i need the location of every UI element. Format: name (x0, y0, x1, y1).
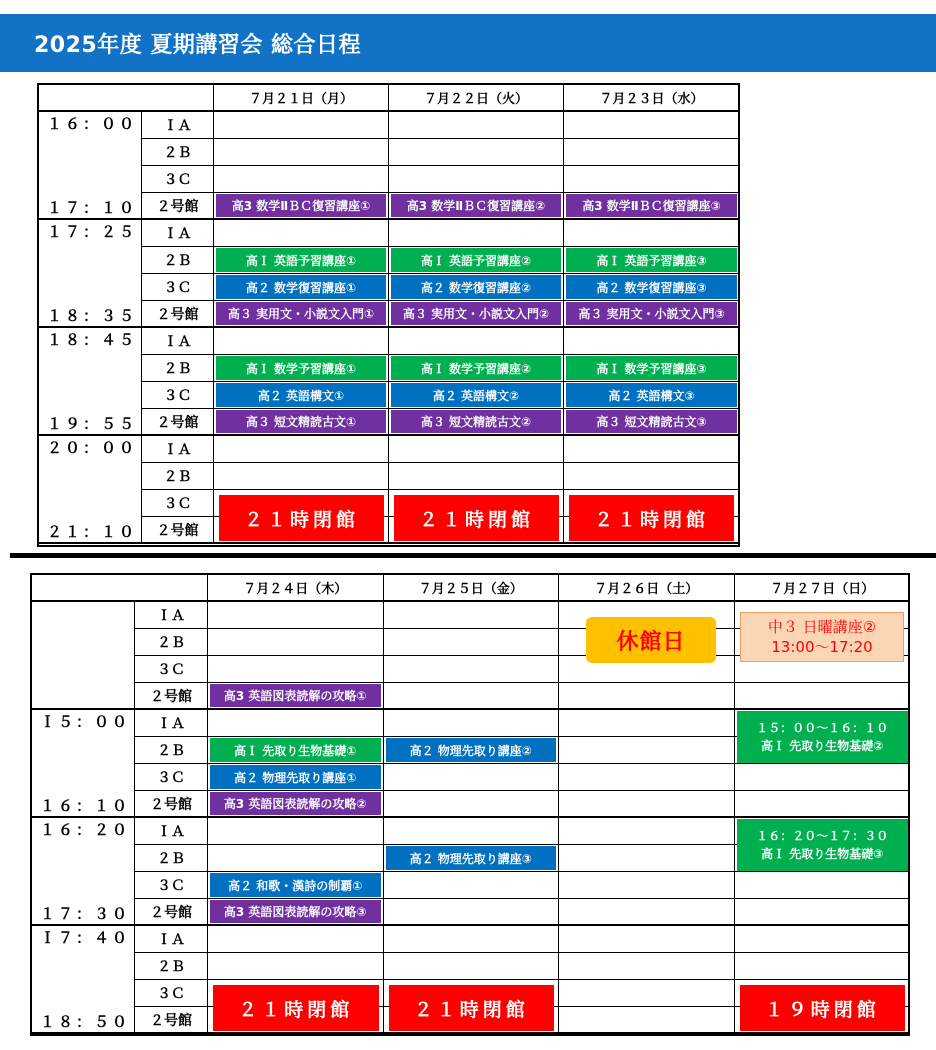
start-time: Ｉ７：４０ (40, 929, 131, 947)
room-label: ２Ｂ (135, 737, 208, 764)
event-time: １６：２０～１７：３０ (756, 829, 889, 843)
room-label: ２Ｂ (135, 953, 208, 980)
schedule-cell (389, 328, 564, 355)
start-time: Ｉ５：００ (40, 713, 131, 731)
time-block (39, 328, 142, 436)
time-block (32, 926, 135, 1034)
start-time: １６：２０ (40, 821, 131, 839)
schedule-cell (564, 139, 739, 166)
room-label: ＩＡ (142, 112, 214, 139)
schedule-cell (564, 193, 739, 220)
room-label: ２号館 (135, 791, 208, 818)
schedule-cell (208, 683, 384, 710)
course-event: 高３ 実用文・小説文入門③ (566, 302, 737, 325)
sunday-bio-event (737, 819, 909, 871)
day-header: ７月２１日（月） (214, 85, 389, 112)
schedule-cell (214, 409, 389, 436)
course-event: 高２ 英語構文① (216, 383, 386, 407)
schedule-cell (564, 112, 739, 139)
course-event: 高Ｉ 英語予習講座③ (566, 248, 737, 272)
schedule-cell (559, 737, 735, 764)
room-label: ２号館 (135, 683, 208, 710)
schedule-cell (389, 139, 564, 166)
course-event: 高３ 短文精読古文② (391, 410, 561, 433)
schedule-cell (564, 436, 739, 463)
end-time: １９：５５ (47, 415, 138, 433)
schedule-cell (214, 139, 389, 166)
time-block (32, 710, 135, 818)
schedule-cell (384, 818, 560, 845)
schedule-cell (735, 899, 911, 926)
end-time: １７：３０ (40, 905, 131, 923)
time-block (39, 220, 142, 328)
room-label: ３Ｃ (142, 166, 214, 193)
schedule-cell (214, 301, 389, 328)
course-event: 高３ 実用文・小説文入門② (391, 302, 561, 325)
schedule-cell (384, 629, 560, 656)
schedule-cell (208, 737, 384, 764)
course-event: 高Ｉ 先取り生物基礎① (210, 738, 381, 762)
holiday-badge (586, 617, 716, 663)
course-event: 高２ 数学復習講座③ (566, 275, 737, 299)
schedule-cell (389, 193, 564, 220)
schedule-cell (384, 602, 560, 629)
holiday-label: 休館日 (616, 629, 686, 655)
room-label: ２Ｂ (142, 139, 214, 166)
event-title: 高Ｉ 先取り生物基礎③ (761, 847, 884, 861)
course-event: 高２ 物理先取り講座② (386, 738, 557, 762)
course-event: 高3 英語図表読解の攻略③ (210, 900, 381, 923)
schedule-cell (384, 926, 560, 953)
schedule-cell (384, 737, 560, 764)
schedule-cell (564, 247, 739, 274)
schedule-cell (208, 629, 384, 656)
schedule-cell (559, 818, 735, 845)
course-event: 高Ｉ 数学予習講座③ (566, 356, 737, 380)
schedule-cell (208, 791, 384, 818)
course-event: 高３ 実用文・小説文入門① (216, 302, 386, 325)
room-label: ＩＡ (135, 710, 208, 737)
end-time: ２１：１０ (47, 523, 138, 541)
schedule-cell (389, 436, 564, 463)
schedule-cell (208, 710, 384, 737)
course-event: 高２ 物理先取り講座③ (386, 846, 557, 870)
schedule-cell (559, 845, 735, 872)
schedule-cell (389, 166, 564, 193)
header-blank (32, 575, 208, 602)
schedule-cell (564, 382, 739, 409)
day-header: ７月２５日（金） (384, 575, 560, 602)
room-label: ３Ｃ (142, 490, 214, 517)
closing-notice: １９時閉館 (740, 985, 906, 1031)
schedule-cell (208, 602, 384, 629)
schedule-cell (564, 301, 739, 328)
day-header: ７月２２日（火） (389, 85, 564, 112)
schedule-cell (214, 166, 389, 193)
schedule-cell (559, 980, 735, 1007)
sunday-bio-event (737, 711, 909, 763)
room-label: ２号館 (135, 899, 208, 926)
room-label: ＩＡ (135, 926, 208, 953)
schedule-cell (384, 656, 560, 683)
schedule-cell (214, 382, 389, 409)
room-label: ３Ｃ (142, 274, 214, 301)
room-label: ２Ｂ (135, 845, 208, 872)
schedule-cell (208, 656, 384, 683)
schedule-cell (564, 220, 739, 247)
schedule-cell (389, 463, 564, 490)
course-event: 高２ 数学復習講座② (391, 275, 561, 299)
page-title: 2025年度 夏期講習会 総合日程 (34, 32, 362, 58)
schedule-cell (384, 953, 560, 980)
end-time: １８：３５ (47, 307, 138, 325)
schedule-cell (214, 436, 389, 463)
closing-notice: ２１時閉館 (389, 985, 555, 1031)
room-label: ＩＡ (142, 220, 214, 247)
schedule-cell (735, 926, 911, 953)
schedule-cell (564, 409, 739, 436)
course-event: 高Ｉ 英語予習講座① (216, 248, 386, 272)
course-event: 高3 数学ⅡＢＣ復習講座③ (566, 194, 737, 217)
schedule-cell (384, 764, 560, 791)
schedule-cell (564, 463, 739, 490)
day-header: ７月２６日（土） (559, 575, 735, 602)
schedule-cell (389, 112, 564, 139)
schedule-cell (559, 953, 735, 980)
schedule-cell (564, 328, 739, 355)
room-label: ２Ｂ (142, 247, 214, 274)
schedule-cell (208, 818, 384, 845)
time-block (32, 818, 135, 926)
room-label: ３Ｃ (135, 872, 208, 899)
schedule-cell (384, 710, 560, 737)
schedule-cell (214, 220, 389, 247)
course-event: 高3 数学ⅡＢＣ復習講座② (391, 194, 561, 217)
closing-notice: ２１時閉館 (569, 495, 734, 541)
room-label: ２号館 (142, 301, 214, 328)
schedule-cell (208, 764, 384, 791)
schedule-week1 (37, 83, 740, 547)
schedule-cell (559, 791, 735, 818)
room-label: ２号館 (142, 193, 214, 220)
start-time: １８：４５ (47, 331, 138, 349)
schedule-cell (564, 166, 739, 193)
schedule-cell (735, 953, 911, 980)
schedule-cell (214, 328, 389, 355)
schedule-cell (208, 872, 384, 899)
course-event: 高２ 英語構文② (391, 383, 561, 407)
course-event: 高3 数学ⅡＢＣ復習講座① (216, 194, 386, 217)
course-event: 高２ 和歌・漢詩の制覇① (210, 873, 381, 897)
room-label: ２号館 (142, 517, 214, 544)
schedule-cell (389, 247, 564, 274)
schedule-cell (735, 683, 911, 710)
schedule-cell (559, 710, 735, 737)
schedule-cell (559, 1007, 735, 1034)
event-title: 高Ｉ 先取り生物基礎② (761, 739, 884, 753)
course-event: 高２ 英語構文③ (566, 383, 737, 407)
header-blank (39, 85, 214, 112)
course-event: 高Ｉ 数学予習講座② (391, 356, 561, 380)
closing-notice: ２１時閉館 (213, 985, 379, 1031)
schedule-cell (384, 791, 560, 818)
schedule-cell (214, 355, 389, 382)
schedule-cell (564, 355, 739, 382)
schedule-cell (384, 845, 560, 872)
schedule-cell (564, 274, 739, 301)
room-label: ３Ｃ (142, 382, 214, 409)
day-header: ７月２４日（木） (208, 575, 384, 602)
time-block (39, 112, 142, 220)
room-label: ＩＡ (142, 328, 214, 355)
course-event: 高３ 短文精読古文③ (566, 410, 737, 433)
room-label: ３Ｃ (135, 980, 208, 1007)
schedule-cell (384, 872, 560, 899)
end-time: １６：１０ (40, 797, 131, 815)
course-event: 高２ 物理先取り講座① (210, 765, 381, 789)
schedule-cell (389, 274, 564, 301)
sunday-course-time: 13:00～17:20 (771, 638, 873, 656)
schedule-cell (214, 193, 389, 220)
schedule-cell (389, 301, 564, 328)
end-time: １７：１０ (47, 199, 138, 217)
schedule-cell (559, 926, 735, 953)
sunday-course-title: 中３ 日曜講座② (767, 618, 877, 636)
schedule-cell (559, 872, 735, 899)
divider (10, 553, 936, 558)
schedule-cell (208, 953, 384, 980)
schedule-cell (735, 791, 911, 818)
start-time: １６：００ (47, 115, 138, 133)
schedule-cell (214, 112, 389, 139)
schedule-cell (559, 899, 735, 926)
schedule-cell (384, 683, 560, 710)
schedule-cell (389, 382, 564, 409)
title-bar (0, 14, 936, 72)
room-label: ＩＡ (135, 602, 208, 629)
end-time: １８：５０ (40, 1013, 131, 1031)
schedule-cell (389, 220, 564, 247)
schedule-cell (735, 764, 911, 791)
sunday-course (740, 612, 904, 662)
course-event: 高3 英語図表読解の攻略② (210, 792, 381, 815)
event-time: １５：００～１６：１０ (756, 721, 889, 735)
course-event: 高Ｉ 英語予習講座② (391, 248, 561, 272)
room-label: ３Ｃ (135, 764, 208, 791)
room-label: ２Ｂ (142, 355, 214, 382)
schedule-cell (208, 926, 384, 953)
room-label: ２号館 (135, 1007, 208, 1034)
schedule-cell (735, 872, 911, 899)
closing-notice: ２１時閉館 (394, 495, 559, 541)
room-label: ２号館 (142, 409, 214, 436)
time-block (39, 436, 142, 544)
schedule-cell (389, 409, 564, 436)
room-label: ３Ｃ (135, 656, 208, 683)
start-time: １７：２５ (47, 223, 138, 241)
time-block (32, 602, 135, 710)
schedule-cell (559, 683, 735, 710)
room-label: ＩＡ (135, 818, 208, 845)
day-header: ７月２７日（日） (735, 575, 911, 602)
course-event: 高２ 数学復習講座① (216, 275, 386, 299)
course-event: 高３ 短文精読古文① (216, 410, 386, 433)
course-event: 高Ｉ 数学予習講座① (216, 356, 386, 380)
day-header: ７月２３日（水） (564, 85, 739, 112)
schedule-cell (384, 899, 560, 926)
start-time: ２０：００ (47, 439, 138, 457)
schedule-cell (208, 845, 384, 872)
schedule-cell (389, 355, 564, 382)
schedule-cell (214, 463, 389, 490)
schedule-cell (214, 274, 389, 301)
schedule-cell (208, 899, 384, 926)
schedule-cell (559, 764, 735, 791)
room-label: ２Ｂ (135, 629, 208, 656)
course-event: 高3 英語図表読解の攻略① (210, 684, 381, 707)
room-label: ２Ｂ (142, 463, 214, 490)
room-label: ＩＡ (142, 436, 214, 463)
closing-notice: ２１時閉館 (219, 495, 384, 541)
schedule-cell (214, 247, 389, 274)
